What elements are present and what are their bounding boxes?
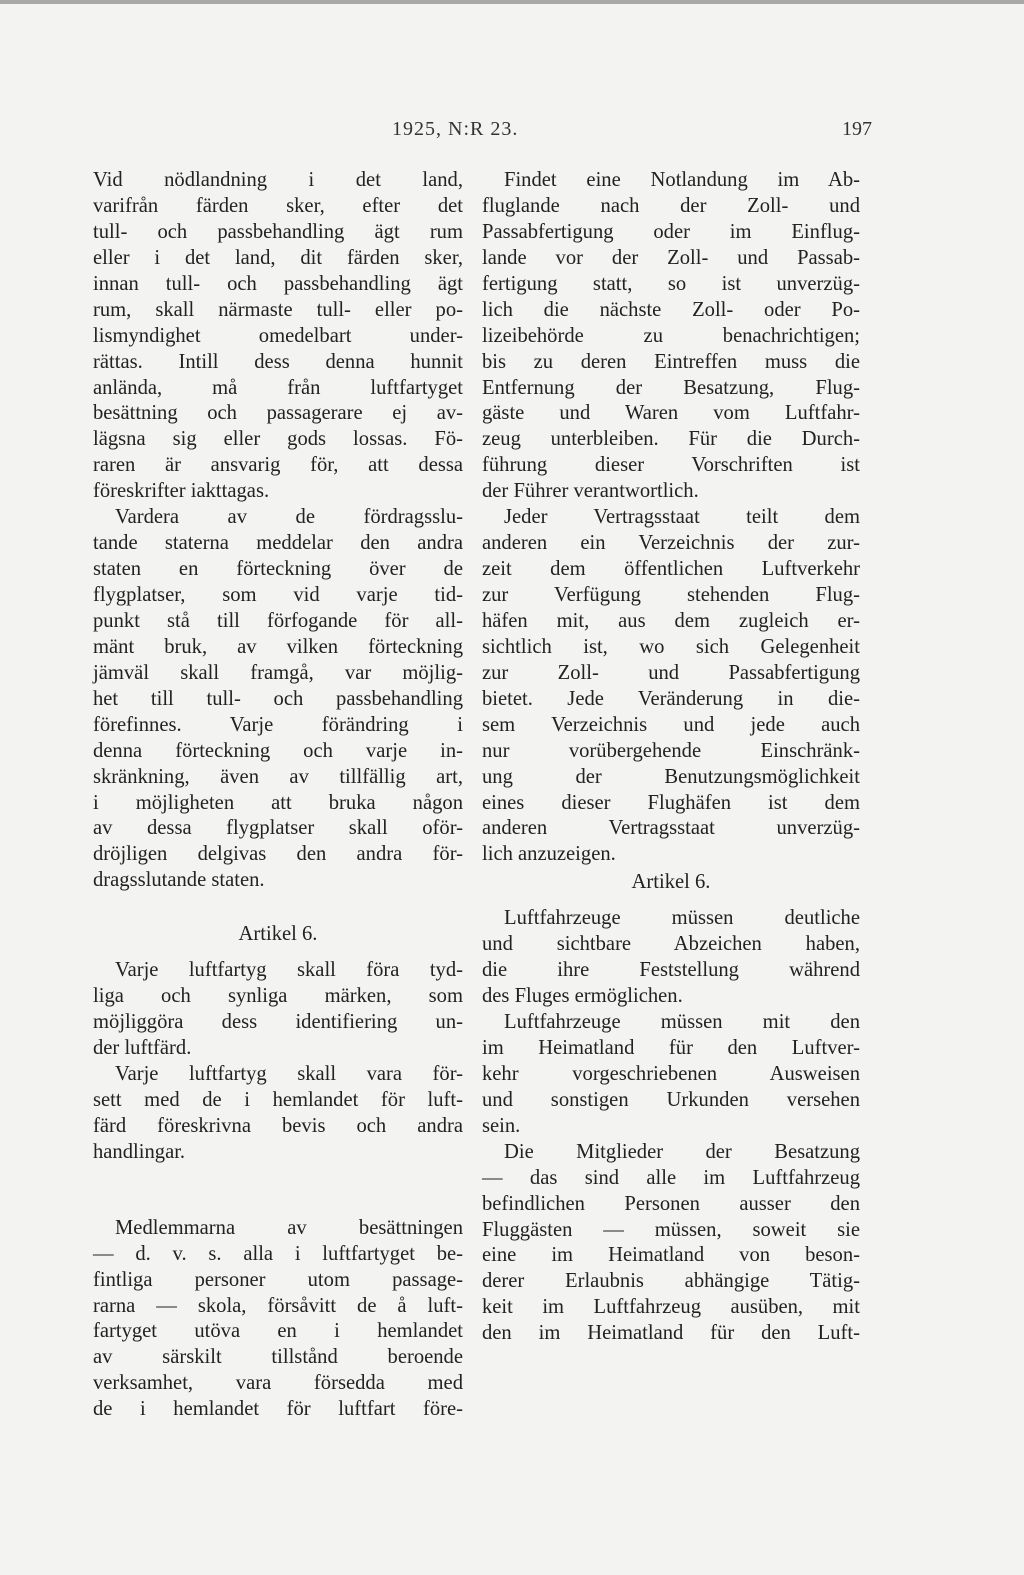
text-line: anderen Vertragsstaat unverzüg-	[482, 817, 860, 840]
text-line: Jeder Vertragsstaat teilt dem	[504, 506, 860, 529]
text-line: fartyget utöva en i hemlandet	[93, 1320, 463, 1343]
text-line: innan tull- och passbehandling ägt	[93, 272, 463, 295]
text-line: — das sind alle im Luftfahrzeug	[482, 1166, 860, 1189]
swedish-column	[93, 168, 463, 1423]
text-line: föreskrifter iakttagas.	[93, 480, 270, 503]
text-line: im Heimatland für den Luftver-	[482, 1036, 860, 1059]
text-line: ung der Benutzungsmöglichkeit	[482, 765, 860, 788]
text-line: mänt bruk, av vilken förteckning	[93, 635, 463, 658]
text-line: jämväl skall framgå, var möjlig-	[93, 661, 463, 684]
text-line: zur Verfügung stehenden Flug-	[482, 584, 860, 606]
text-line: lägsna sig eller gods lossas. Fö-	[93, 428, 463, 451]
text-line: av dessa flygplatser skall oför-	[93, 817, 463, 840]
text-line: rarna — skola, försåvitt de å luft-	[93, 1294, 463, 1317]
text-line: Vardera av de fördragsslu-	[115, 506, 463, 529]
text-line: möjliggöra dess identifiering un-	[93, 1011, 463, 1034]
text-line: anderen ein Verzeichnis der zur-	[482, 532, 860, 555]
text-line: sichtlich ist, wo sich Gelegenheit	[482, 635, 860, 658]
text-line: denna förteckning och varje in-	[93, 739, 463, 762]
text-line: gäste und Waren vom Luftfahr-	[482, 402, 860, 425]
page-header	[0, 118, 1024, 148]
text-line: Findet eine Notlandung im Ab-	[504, 169, 860, 191]
text-line: raren är ansvarig för, att dessa	[93, 454, 463, 477]
text-line: bis zu deren Eintreffen muss die	[482, 350, 860, 373]
text-line: Vid nödlandning i det land,	[93, 169, 463, 191]
text-line: eines dieser Flughäfen ist dem	[482, 791, 860, 814]
text-line: tande staterna meddelar den andra	[93, 532, 463, 555]
german-paragraph-3	[482, 906, 860, 1010]
text-line: tull- och passbehandling ägt rum	[93, 220, 463, 243]
text-line: fertigung statt, so ist unverzüg-	[482, 272, 860, 295]
text-line: häfen mit, aus dem zugleich er-	[482, 609, 860, 632]
text-line: Entfernung der Besatzung, Flug-	[482, 376, 860, 399]
text-line: derer Erlaubnis abhängige Tätig-	[482, 1270, 860, 1293]
text-line: Die Mitglieder der Besatzung	[504, 1140, 860, 1163]
german-paragraph-1	[482, 168, 860, 505]
swedish-paragraph-5	[93, 1216, 463, 1424]
german-column	[482, 168, 860, 1347]
text-line: färd föreskrivna bevis och andra	[93, 1114, 463, 1137]
text-line: lich anzuzeigen.	[482, 843, 616, 866]
text-line: skränkning, även av tillfällig art,	[93, 765, 463, 788]
text-line: Luftfahrzeuge müssen mit den	[504, 1011, 860, 1033]
text-line: — d. v. s. alla i luftfartyget be-	[93, 1242, 463, 1265]
text-line: des Fluges ermöglichen.	[482, 985, 683, 1008]
text-line: der luftfärd.	[93, 1037, 192, 1059]
text-line: fluglande nach der Zoll- und	[482, 194, 860, 217]
text-line: nur vorübergehende Einschränk-	[482, 739, 860, 762]
swedish-paragraph-4	[93, 1062, 463, 1166]
text-line: sett med de i hemlandet för luft-	[93, 1088, 463, 1111]
text-line: i möjligheten att bruka någon	[93, 791, 463, 814]
text-line: kehr vorgeschriebenen Ausweisen	[482, 1062, 860, 1085]
german-paragraph-5	[482, 1140, 860, 1348]
text-line: zur Zoll- und Passabfertigung	[482, 661, 860, 684]
german-paragraph-4	[482, 1010, 860, 1140]
text-line: punkt stå till förfogande för all-	[93, 609, 463, 632]
text-line: zeug unterbleiben. Für die Durch-	[482, 428, 860, 451]
text-line: Luftfahrzeuge müssen deutliche	[504, 907, 860, 930]
text-line: verksamhet, vara försedda med	[93, 1372, 463, 1395]
text-line: av särskilt tillstånd beroende	[93, 1346, 463, 1369]
text-line: eller i det land, dit färden sker,	[93, 246, 463, 269]
text-line: die ihre Feststellung während	[482, 959, 860, 982]
text-line: und sichtbare Abzeichen haben,	[482, 933, 860, 956]
text-line: rum, skall närmaste tull- eller po-	[93, 298, 463, 321]
text-line: keit im Luftfahrzeug ausüben, mit	[482, 1296, 860, 1319]
text-line: het till tull- och passbehandling	[93, 687, 463, 710]
article-heading: Artikel 6.	[238, 923, 318, 946]
text-line: lande vor der Zoll- und Passab-	[482, 246, 860, 269]
text-line: rättas. Intill dess denna hunnit	[93, 350, 463, 373]
text-line: handlingar.	[93, 1140, 186, 1163]
text-line: sem Verzeichnis und jede auch	[482, 713, 860, 736]
swedish-paragraph-3	[93, 958, 463, 1062]
text-line: lich die nächste Zoll- oder Po-	[482, 298, 860, 321]
text-line: Varje luftfartyg skall föra tyd-	[115, 959, 463, 982]
text-line: Varje luftfartyg skall vara för-	[115, 1062, 463, 1085]
text-line: liga och synliga märken, som	[93, 985, 463, 1008]
german-paragraph-2	[482, 505, 860, 868]
text-line: sein.	[482, 1114, 521, 1137]
text-line: Medlemmarna av besättningen	[115, 1216, 463, 1239]
running-head: 1925, N:R 23.	[392, 118, 519, 140]
text-line: befindlichen Personen ausser den	[482, 1192, 860, 1215]
text-line: staten en förteckning över de	[93, 558, 463, 581]
text-line: dragsslutande staten.	[93, 869, 265, 892]
text-line: zeit dem öffentlichen Luftverkehr	[482, 558, 860, 581]
text-line: Fluggästen — müssen, soweit sie	[482, 1218, 860, 1241]
text-line: dröjligen delgivas den andra för-	[93, 843, 463, 866]
text-line: varifrån färden sker, efter det	[93, 194, 463, 217]
text-line: förefinnes. Varje förändring i	[93, 713, 463, 736]
page-edge	[0, 0, 1024, 4]
text-line: und sonstigen Urkunden versehen	[482, 1088, 860, 1111]
text-line: lismyndighet omedelbart under-	[93, 324, 463, 347]
text-line: bietet. Jede Veränderung in die-	[482, 687, 860, 710]
swedish-paragraph-1	[93, 168, 463, 505]
text-line: lizeibehörde zu benachrichtigen;	[482, 324, 860, 347]
page-number: 197	[842, 118, 872, 140]
text-line: fintliga personer utom passage-	[93, 1268, 463, 1291]
text-line: flygplatser, som vid varje tid-	[93, 584, 463, 606]
text-line: eine im Heimatland von beson-	[482, 1244, 860, 1267]
text-line: de i hemlandet för luftfart före-	[93, 1398, 463, 1421]
text-line: anlända, må från luftfartyget	[93, 376, 463, 399]
text-line: führung dieser Vorschriften ist	[482, 454, 860, 477]
article-heading: Artikel 6.	[631, 871, 711, 894]
text-line: den im Heimatland für den Luft-	[482, 1322, 860, 1345]
text-line: der Führer verantwortlich.	[482, 480, 699, 503]
swedish-paragraph-2	[93, 505, 463, 894]
text-line: besättning och passagerare ej av-	[93, 402, 463, 425]
text-line: Passabfertigung oder im Einflug-	[482, 220, 860, 243]
